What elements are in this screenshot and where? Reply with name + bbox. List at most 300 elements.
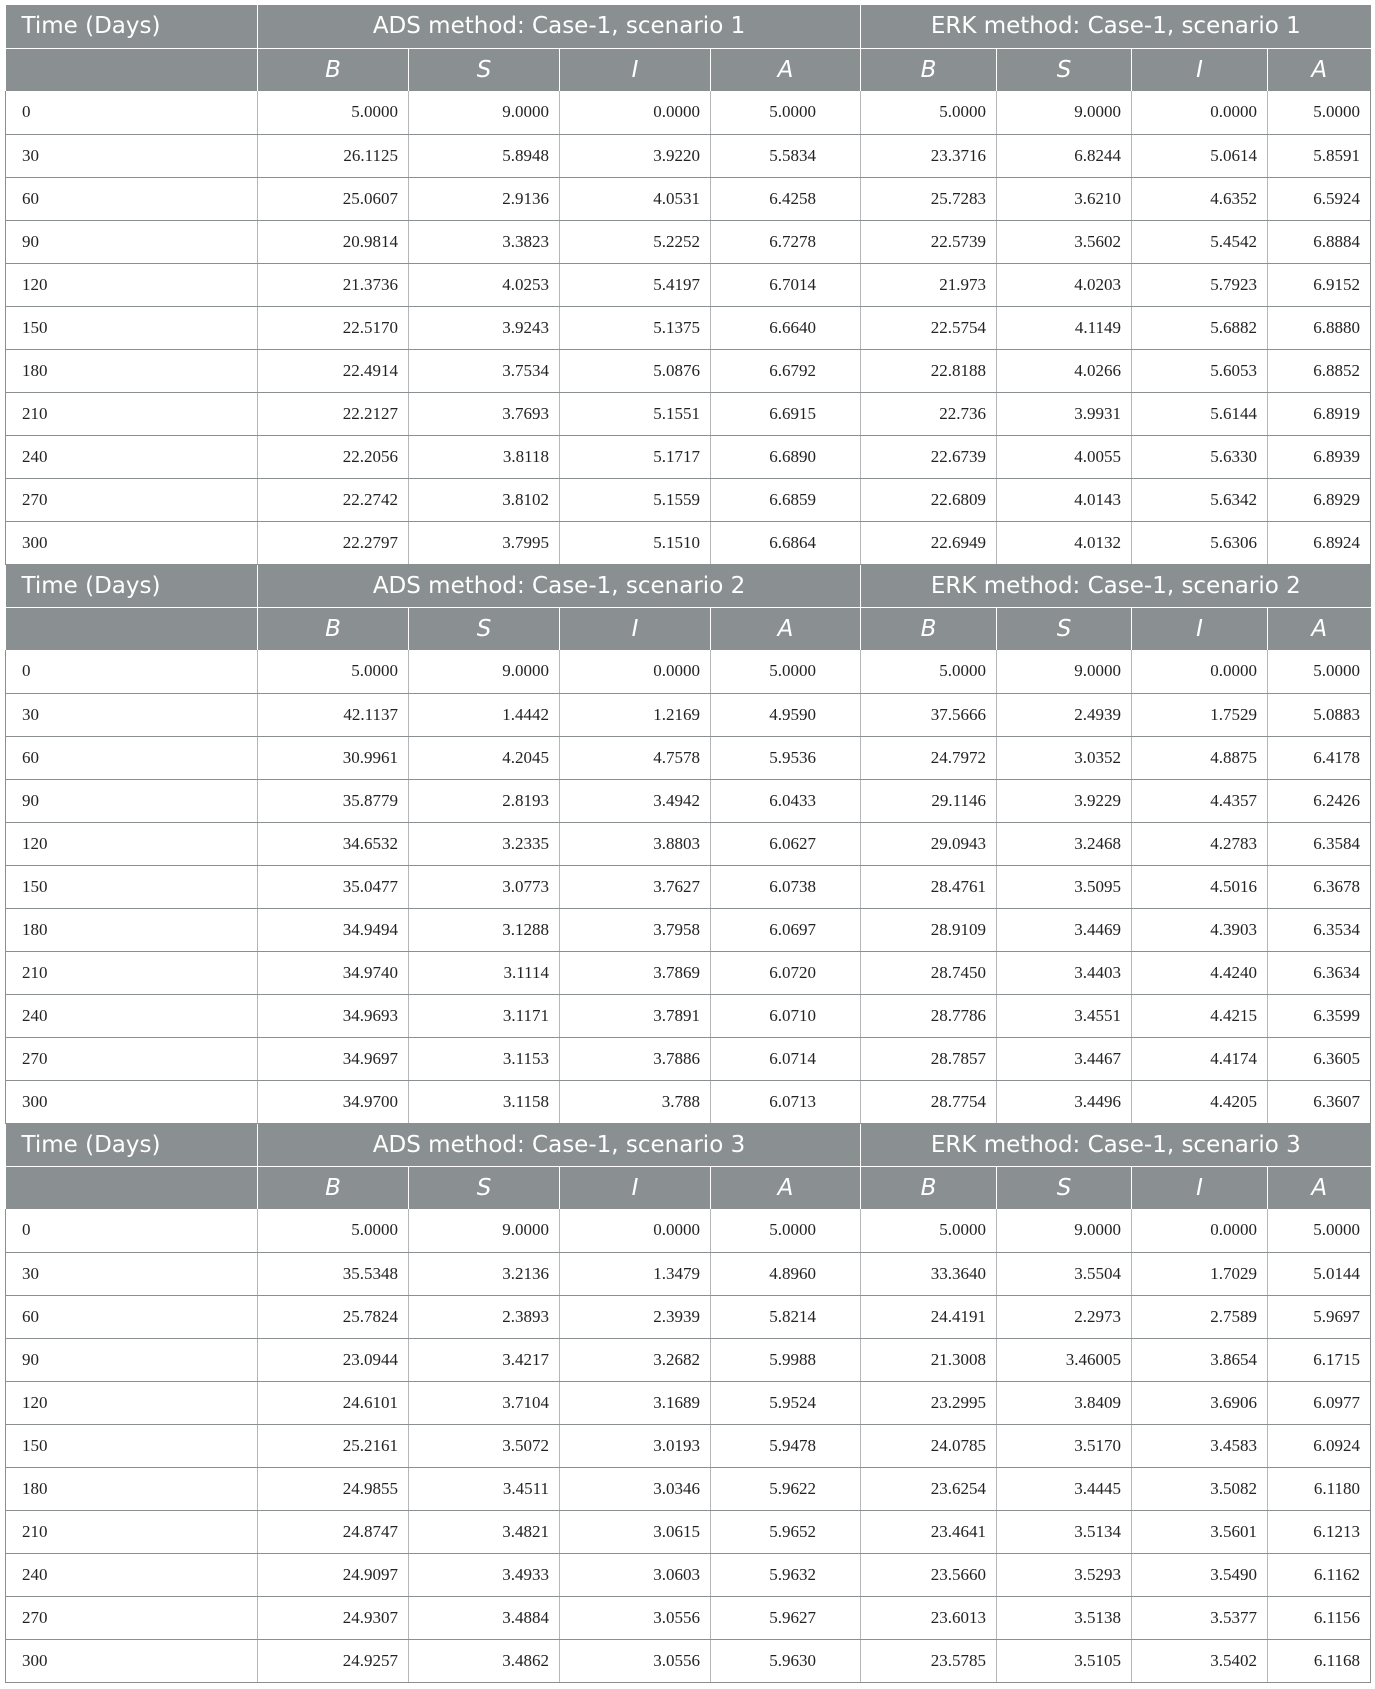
value-cell: 9.0000 [409, 650, 560, 693]
value-cell: 3.9243 [409, 306, 560, 349]
value-cell: 4.6352 [1132, 177, 1268, 220]
value-cell: 4.1149 [997, 306, 1132, 349]
table-row [6, 1639, 1371, 1682]
table-row [6, 177, 1371, 220]
value-cell: 23.6013 [861, 1596, 997, 1639]
value-cell: 6.1213 [1268, 1510, 1371, 1553]
variable-header: S [997, 1166, 1132, 1209]
value-cell: 28.4761 [861, 865, 997, 908]
value-cell: 5.4197 [560, 263, 711, 306]
value-cell: 25.0607 [258, 177, 409, 220]
variable-header: A [1268, 48, 1371, 91]
variable-header: A [1268, 607, 1371, 650]
value-cell: 6.3607 [1268, 1080, 1371, 1123]
value-cell: 4.4240 [1132, 951, 1268, 994]
value-cell: 3.4821 [409, 1510, 560, 1553]
time-cell: 210 [6, 1510, 258, 1553]
value-cell: 33.3640 [861, 1252, 997, 1295]
value-cell: 9.0000 [997, 91, 1132, 134]
value-cell: 22.6809 [861, 478, 997, 521]
value-cell: 6.6915 [711, 392, 861, 435]
value-cell: 22.5739 [861, 220, 997, 263]
value-cell: 9.0000 [997, 650, 1132, 693]
time-cell: 180 [6, 908, 258, 951]
value-cell: 3.0773 [409, 865, 560, 908]
blank-header-cell [6, 607, 258, 650]
time-cell: 270 [6, 1037, 258, 1080]
value-cell: 37.5666 [861, 693, 997, 736]
value-cell: 23.4641 [861, 1510, 997, 1553]
value-cell: 22.5754 [861, 306, 997, 349]
value-cell: 23.3716 [861, 134, 997, 177]
value-cell: 6.4258 [711, 177, 861, 220]
value-cell: 29.1146 [861, 779, 997, 822]
value-cell: 4.4174 [1132, 1037, 1268, 1080]
value-cell: 6.8924 [1268, 521, 1371, 564]
erk-method-header: ERK method: Case-1, scenario 3 [861, 1123, 1371, 1166]
value-cell: 42.1137 [258, 693, 409, 736]
value-cell: 4.0253 [409, 263, 560, 306]
table-row [6, 1510, 1371, 1553]
value-cell: 6.8939 [1268, 435, 1371, 478]
time-cell: 270 [6, 1596, 258, 1639]
value-cell: 5.0000 [711, 650, 861, 693]
value-cell: 28.7450 [861, 951, 997, 994]
time-cell: 150 [6, 865, 258, 908]
value-cell: 5.9988 [711, 1338, 861, 1381]
value-cell: 3.5170 [997, 1424, 1132, 1467]
value-cell: 35.8779 [258, 779, 409, 822]
value-cell: 1.7029 [1132, 1252, 1268, 1295]
value-cell: 5.0144 [1268, 1252, 1371, 1295]
table-row [6, 994, 1371, 1037]
time-cell: 30 [6, 693, 258, 736]
value-cell: 3.2335 [409, 822, 560, 865]
value-cell: 1.4442 [409, 693, 560, 736]
table-row [6, 865, 1371, 908]
value-cell: 6.0433 [711, 779, 861, 822]
value-cell: 34.9697 [258, 1037, 409, 1080]
value-cell: 4.8875 [1132, 736, 1268, 779]
value-cell: 4.0132 [997, 521, 1132, 564]
value-cell: 5.9536 [711, 736, 861, 779]
value-cell: 4.0266 [997, 349, 1132, 392]
value-cell: 22.2127 [258, 392, 409, 435]
value-cell: 6.8880 [1268, 306, 1371, 349]
value-cell: 3.7995 [409, 521, 560, 564]
value-cell: 9.0000 [409, 1209, 560, 1252]
value-cell: 3.9229 [997, 779, 1132, 822]
value-cell: 22.6739 [861, 435, 997, 478]
table-row [6, 736, 1371, 779]
value-cell: 22.2056 [258, 435, 409, 478]
value-cell: 23.6254 [861, 1467, 997, 1510]
value-cell: 5.8214 [711, 1295, 861, 1338]
time-cell: 60 [6, 1295, 258, 1338]
value-cell: 22.5170 [258, 306, 409, 349]
value-cell: 3.1689 [560, 1381, 711, 1424]
value-cell: 3.7104 [409, 1381, 560, 1424]
value-cell: 6.6864 [711, 521, 861, 564]
value-cell: 3.4551 [997, 994, 1132, 1037]
value-cell: 3.6906 [1132, 1381, 1268, 1424]
value-cell: 6.8884 [1268, 220, 1371, 263]
value-cell: 3.1114 [409, 951, 560, 994]
value-cell: 5.0000 [1268, 650, 1371, 693]
value-cell: 3.4469 [997, 908, 1132, 951]
value-cell: 35.0477 [258, 865, 409, 908]
time-cell: 0 [6, 650, 258, 693]
value-cell: 6.7014 [711, 263, 861, 306]
value-cell: 24.9855 [258, 1467, 409, 1510]
value-cell: 0.0000 [1132, 91, 1268, 134]
value-cell: 34.6532 [258, 822, 409, 865]
value-cell: 26.1125 [258, 134, 409, 177]
table-row [6, 263, 1371, 306]
table-row [6, 951, 1371, 994]
value-cell: 6.6640 [711, 306, 861, 349]
variable-header: A [711, 1166, 861, 1209]
value-cell: 3.4467 [997, 1037, 1132, 1080]
value-cell: 6.0627 [711, 822, 861, 865]
table-row [6, 91, 1371, 134]
table-row [6, 693, 1371, 736]
value-cell: 3.4496 [997, 1080, 1132, 1123]
variable-header: B [861, 607, 997, 650]
value-cell: 6.3678 [1268, 865, 1371, 908]
value-cell: 6.0697 [711, 908, 861, 951]
time-cell: 300 [6, 521, 258, 564]
value-cell: 3.4933 [409, 1553, 560, 1596]
value-cell: 6.6890 [711, 435, 861, 478]
time-cell: 90 [6, 220, 258, 263]
ads-method-header: ADS method: Case-1, scenario 1 [258, 5, 861, 48]
block-header [6, 564, 1371, 607]
time-cell: 90 [6, 779, 258, 822]
value-cell: 3.5377 [1132, 1596, 1268, 1639]
value-cell: 5.9524 [711, 1381, 861, 1424]
value-cell: 5.8948 [409, 134, 560, 177]
value-cell: 6.0977 [1268, 1381, 1371, 1424]
variable-header-row [6, 48, 1371, 91]
value-cell: 2.3939 [560, 1295, 711, 1338]
erk-method-header: ERK method: Case-1, scenario 1 [861, 5, 1371, 48]
value-cell: 6.2426 [1268, 779, 1371, 822]
table-row [6, 1553, 1371, 1596]
value-cell: 3.6210 [997, 177, 1132, 220]
value-cell: 3.5095 [997, 865, 1132, 908]
value-cell: 2.3893 [409, 1295, 560, 1338]
table-row [6, 1080, 1371, 1123]
table-row [6, 1295, 1371, 1338]
value-cell: 5.0883 [1268, 693, 1371, 736]
value-cell: 3.5402 [1132, 1639, 1268, 1682]
variable-header: B [861, 1166, 997, 1209]
value-cell: 5.1551 [560, 392, 711, 435]
table-row [6, 521, 1371, 564]
value-cell: 6.1180 [1268, 1467, 1371, 1510]
value-cell: 29.0943 [861, 822, 997, 865]
variable-header: I [1132, 1166, 1268, 1209]
ads-method-header: ADS method: Case-1, scenario 2 [258, 564, 861, 607]
value-cell: 3.7627 [560, 865, 711, 908]
value-cell: 5.9622 [711, 1467, 861, 1510]
time-cell: 0 [6, 91, 258, 134]
value-cell: 3.8803 [560, 822, 711, 865]
value-cell: 5.0000 [1268, 1209, 1371, 1252]
value-cell: 22.736 [861, 392, 997, 435]
ads-method-header: ADS method: Case-1, scenario 3 [258, 1123, 861, 1166]
block-header [6, 1123, 1371, 1166]
value-cell: 4.7578 [560, 736, 711, 779]
value-cell: 6.1156 [1268, 1596, 1371, 1639]
value-cell: 28.9109 [861, 908, 997, 951]
time-cell: 300 [6, 1080, 258, 1123]
value-cell: 34.9700 [258, 1080, 409, 1123]
value-cell: 6.3584 [1268, 822, 1371, 865]
time-cell: 60 [6, 736, 258, 779]
time-cell: 300 [6, 1639, 258, 1682]
table-row [6, 349, 1371, 392]
value-cell: 3.2468 [997, 822, 1132, 865]
value-cell: 4.4205 [1132, 1080, 1268, 1123]
value-cell: 6.5924 [1268, 177, 1371, 220]
results-table [5, 5, 1371, 1683]
variable-header: I [560, 1166, 711, 1209]
value-cell: 23.5785 [861, 1639, 997, 1682]
value-cell: 5.0000 [861, 650, 997, 693]
value-cell: 5.1717 [560, 435, 711, 478]
value-cell: 5.6306 [1132, 521, 1268, 564]
erk-method-header: ERK method: Case-1, scenario 2 [861, 564, 1371, 607]
value-cell: 6.0738 [711, 865, 861, 908]
value-cell: 6.0714 [711, 1037, 861, 1080]
table-row [6, 220, 1371, 263]
value-cell: 5.9627 [711, 1596, 861, 1639]
value-cell: 6.0924 [1268, 1424, 1371, 1467]
value-cell: 5.0000 [1268, 91, 1371, 134]
value-cell: 3.0556 [560, 1596, 711, 1639]
value-cell: 0.0000 [1132, 1209, 1268, 1252]
value-cell: 24.8747 [258, 1510, 409, 1553]
table-row [6, 1381, 1371, 1424]
value-cell: 5.8591 [1268, 134, 1371, 177]
time-header: Time (Days) [6, 5, 258, 48]
value-cell: 23.0944 [258, 1338, 409, 1381]
value-cell: 4.4215 [1132, 994, 1268, 1037]
value-cell: 1.2169 [560, 693, 711, 736]
value-cell: 5.0614 [1132, 134, 1268, 177]
value-cell: 25.7283 [861, 177, 997, 220]
value-cell: 22.2742 [258, 478, 409, 521]
value-cell: 6.1162 [1268, 1553, 1371, 1596]
value-cell: 5.6882 [1132, 306, 1268, 349]
variable-header-row [6, 1166, 1371, 1209]
value-cell: 3.0346 [560, 1467, 711, 1510]
value-cell: 6.1715 [1268, 1338, 1371, 1381]
value-cell: 5.6342 [1132, 478, 1268, 521]
value-cell: 0.0000 [560, 1209, 711, 1252]
table-body [6, 5, 1371, 1682]
value-cell: 3.5490 [1132, 1553, 1268, 1596]
value-cell: 5.6330 [1132, 435, 1268, 478]
value-cell: 3.4942 [560, 779, 711, 822]
value-cell: 34.9693 [258, 994, 409, 1037]
time-cell: 210 [6, 392, 258, 435]
time-cell: 60 [6, 177, 258, 220]
value-cell: 3.2136 [409, 1252, 560, 1295]
value-cell: 3.8118 [409, 435, 560, 478]
table-row [6, 822, 1371, 865]
variable-header: A [711, 48, 861, 91]
value-cell: 5.0000 [861, 1209, 997, 1252]
time-cell: 180 [6, 1467, 258, 1510]
value-cell: 3.8654 [1132, 1338, 1268, 1381]
value-cell: 28.7857 [861, 1037, 997, 1080]
table-row [6, 478, 1371, 521]
value-cell: 2.2973 [997, 1295, 1132, 1338]
value-cell: 3.7958 [560, 908, 711, 951]
value-cell: 5.0000 [258, 1209, 409, 1252]
value-cell: 3.0352 [997, 736, 1132, 779]
value-cell: 4.2783 [1132, 822, 1268, 865]
table-row [6, 1037, 1371, 1080]
value-cell: 5.2252 [560, 220, 711, 263]
time-cell: 0 [6, 1209, 258, 1252]
table-row [6, 392, 1371, 435]
variable-header: S [997, 607, 1132, 650]
value-cell: 4.0531 [560, 177, 711, 220]
value-cell: 34.9494 [258, 908, 409, 951]
value-cell: 25.7824 [258, 1295, 409, 1338]
value-cell: 3.1153 [409, 1037, 560, 1080]
table-row [6, 1596, 1371, 1639]
time-cell: 90 [6, 1338, 258, 1381]
value-cell: 3.4403 [997, 951, 1132, 994]
variable-header: S [409, 607, 560, 650]
table-row [6, 306, 1371, 349]
value-cell: 3.9220 [560, 134, 711, 177]
value-cell: 3.788 [560, 1080, 711, 1123]
value-cell: 6.0710 [711, 994, 861, 1037]
value-cell: 5.9697 [1268, 1295, 1371, 1338]
time-cell: 120 [6, 263, 258, 306]
value-cell: 21.3736 [258, 263, 409, 306]
value-cell: 22.8188 [861, 349, 997, 392]
value-cell: 30.9961 [258, 736, 409, 779]
value-cell: 28.7786 [861, 994, 997, 1037]
value-cell: 0.0000 [560, 91, 711, 134]
value-cell: 3.5134 [997, 1510, 1132, 1553]
value-cell: 9.0000 [997, 1209, 1132, 1252]
value-cell: 3.7886 [560, 1037, 711, 1080]
value-cell: 20.9814 [258, 220, 409, 263]
value-cell: 24.9307 [258, 1596, 409, 1639]
value-cell: 6.3534 [1268, 908, 1371, 951]
value-cell: 6.1168 [1268, 1639, 1371, 1682]
value-cell: 4.9590 [711, 693, 861, 736]
value-cell: 5.9478 [711, 1424, 861, 1467]
value-cell: 3.2682 [560, 1338, 711, 1381]
table-row [6, 435, 1371, 478]
value-cell: 23.2995 [861, 1381, 997, 1424]
value-cell: 3.0556 [560, 1639, 711, 1682]
value-cell: 6.8929 [1268, 478, 1371, 521]
table-row [6, 779, 1371, 822]
variable-header: S [409, 1166, 560, 1209]
value-cell: 5.6053 [1132, 349, 1268, 392]
table-row [6, 1209, 1371, 1252]
variable-header: B [258, 1166, 409, 1209]
value-cell: 3.4862 [409, 1639, 560, 1682]
value-cell: 4.4357 [1132, 779, 1268, 822]
value-cell: 3.4445 [997, 1467, 1132, 1510]
value-cell: 21.973 [861, 263, 997, 306]
value-cell: 5.1559 [560, 478, 711, 521]
value-cell: 5.7923 [1132, 263, 1268, 306]
value-cell: 6.8919 [1268, 392, 1371, 435]
variable-header: I [560, 48, 711, 91]
time-cell: 30 [6, 134, 258, 177]
value-cell: 22.4914 [258, 349, 409, 392]
value-cell: 4.3903 [1132, 908, 1268, 951]
variable-header: B [861, 48, 997, 91]
value-cell: 3.4583 [1132, 1424, 1268, 1467]
value-cell: 3.4884 [409, 1596, 560, 1639]
value-cell: 4.5016 [1132, 865, 1268, 908]
value-cell: 5.0000 [258, 91, 409, 134]
value-cell: 3.5601 [1132, 1510, 1268, 1553]
value-cell: 6.7278 [711, 220, 861, 263]
variable-header: S [409, 48, 560, 91]
value-cell: 22.2797 [258, 521, 409, 564]
table-row [6, 650, 1371, 693]
time-cell: 210 [6, 951, 258, 994]
blank-header-cell [6, 1166, 258, 1209]
value-cell: 6.8244 [997, 134, 1132, 177]
value-cell: 23.5660 [861, 1553, 997, 1596]
value-cell: 28.7754 [861, 1080, 997, 1123]
value-cell: 3.7534 [409, 349, 560, 392]
time-cell: 120 [6, 822, 258, 865]
value-cell: 3.8409 [997, 1381, 1132, 1424]
variable-header: S [997, 48, 1132, 91]
value-cell: 3.0615 [560, 1510, 711, 1553]
value-cell: 3.5602 [997, 220, 1132, 263]
time-header: Time (Days) [6, 1123, 258, 1166]
value-cell: 4.0143 [997, 478, 1132, 521]
value-cell: 0.0000 [1132, 650, 1268, 693]
value-cell: 5.0000 [711, 1209, 861, 1252]
value-cell: 4.0203 [997, 263, 1132, 306]
value-cell: 24.0785 [861, 1424, 997, 1467]
value-cell: 35.5348 [258, 1252, 409, 1295]
value-cell: 5.0000 [258, 650, 409, 693]
variable-header: A [711, 607, 861, 650]
value-cell: 6.8852 [1268, 349, 1371, 392]
value-cell: 6.0720 [711, 951, 861, 994]
value-cell: 24.9257 [258, 1639, 409, 1682]
table-row [6, 908, 1371, 951]
value-cell: 3.7869 [560, 951, 711, 994]
time-cell: 180 [6, 349, 258, 392]
value-cell: 22.6949 [861, 521, 997, 564]
value-cell: 2.7589 [1132, 1295, 1268, 1338]
value-cell: 5.9652 [711, 1510, 861, 1553]
value-cell: 3.7891 [560, 994, 711, 1037]
value-cell: 34.9740 [258, 951, 409, 994]
value-cell: 3.0603 [560, 1553, 711, 1596]
